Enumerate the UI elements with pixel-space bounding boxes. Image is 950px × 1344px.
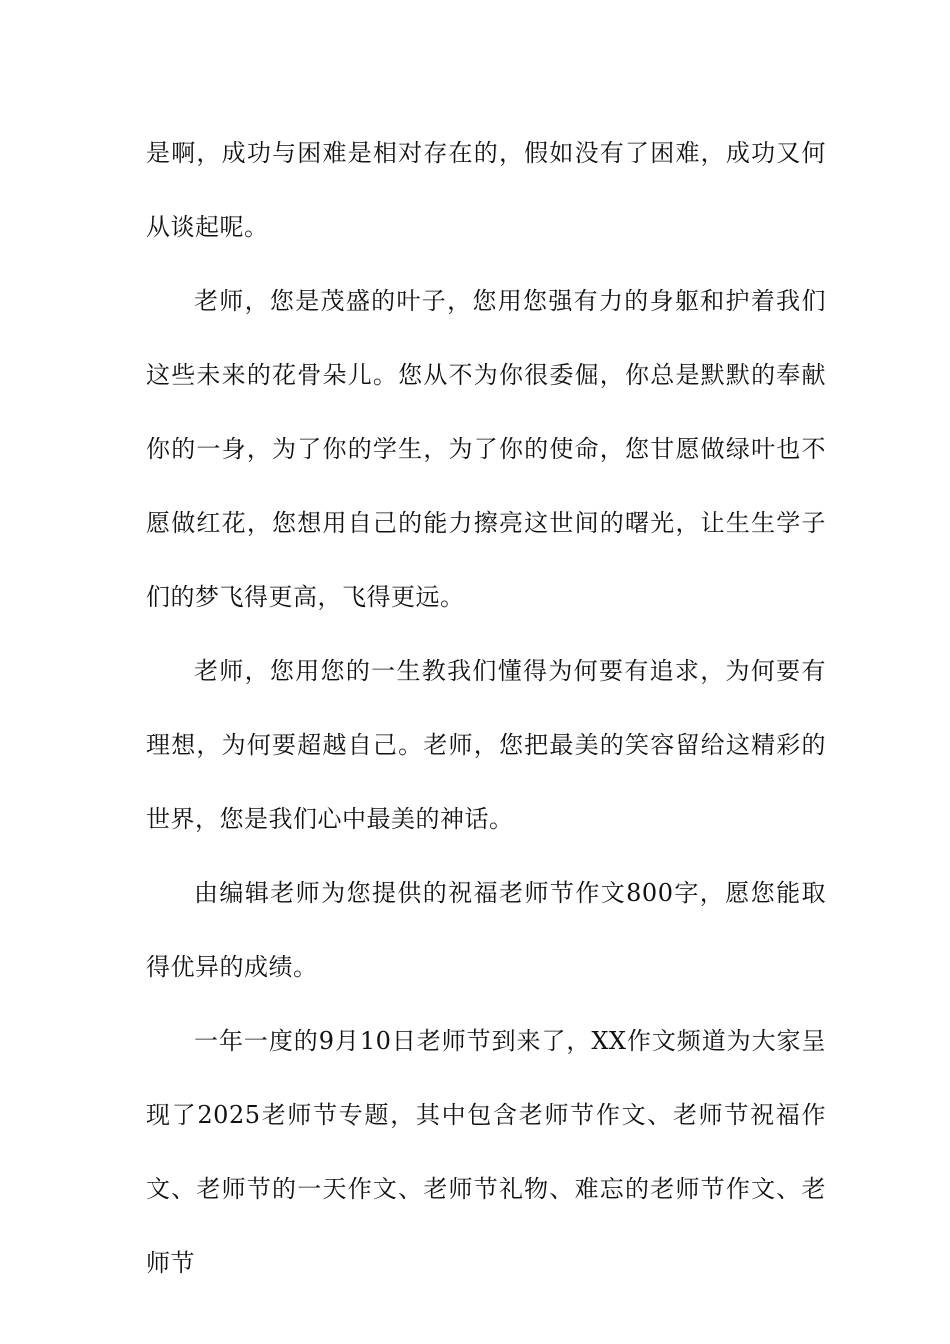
paragraph-2: 老师，您是茂盛的叶子，您用您强有力的身躯和护着我们这些未来的花骨朵儿。您从不为你很委倔，你总是默默的奉献你的一身，为了你的学生，为了你的使命，您甘愿做绿叶也不愿做红花，您想用自己的能力擦亮这世间的曙光，让生生学子们的梦飞得更高，飞得更远。 [146,287,826,611]
paragraph-4: 由编辑老师为您提供的祝福老师节作文800字，愿您能取得优异的成绩。 [146,879,826,981]
paragraph-1: 是啊，成功与困难是相对存在的，假如没有了困难，成功又何从谈起呢。 [146,139,826,241]
paragraph-5: 一年一度的9月10日老师节到来了，XX作文频道为大家呈现了2025老师节专题，其中包含老师节作文、老师节祝福作文、老师节的一天作文、老师节礼物、难忘的老师节作文、老师节 [146,1027,826,1277]
paragraph-3: 老师，您用您的一生教我们懂得为何要有追求，为何要有理想，为何要超越自己。老师，您把最美的笑容留给这精彩的世界，您是我们心中最美的神话。 [146,657,826,833]
document-body [146,116,826,1300]
